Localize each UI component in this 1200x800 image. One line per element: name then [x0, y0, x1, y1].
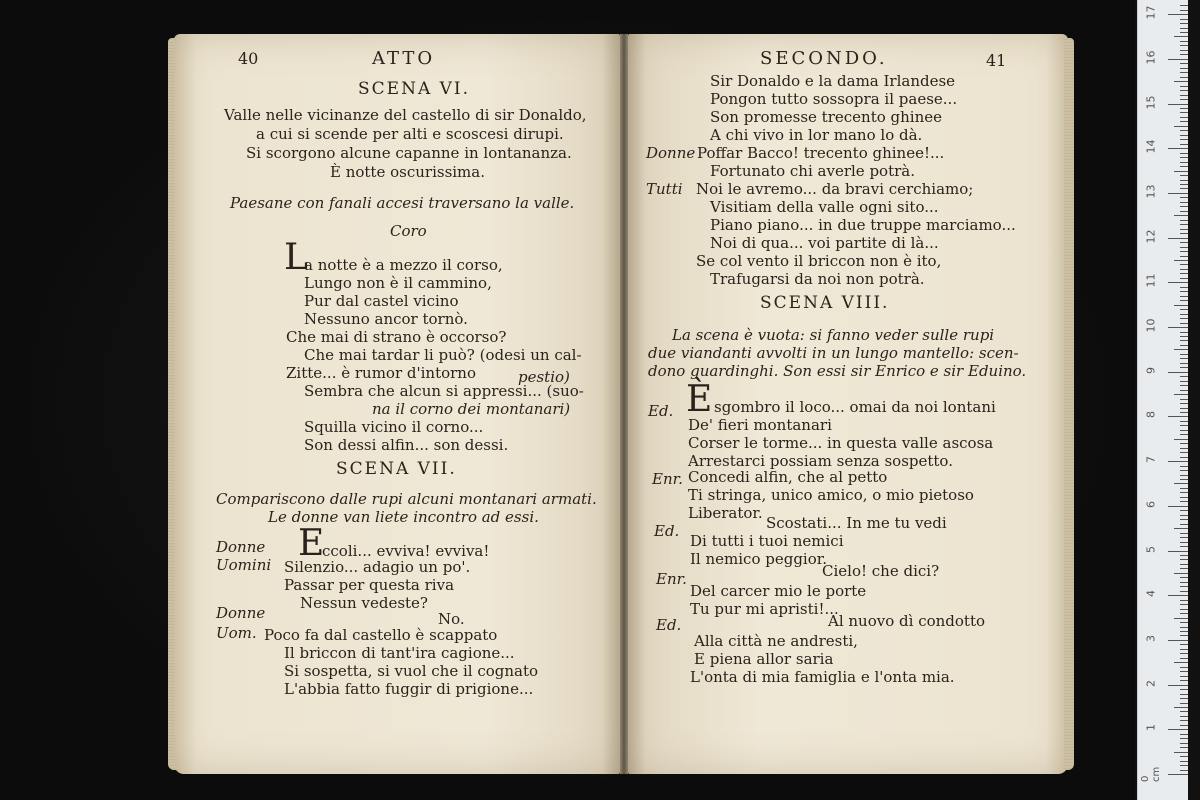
dialogue-line: Di tutti i tuoi nemici: [690, 532, 844, 550]
dialogue-line: Visitiam della valle ogni sito...: [710, 198, 939, 216]
speaker-label: Ed.: [654, 522, 680, 540]
ruler-tick: [1180, 622, 1188, 623]
ruler-tick: [1180, 408, 1188, 409]
dialogue-line: E piena allor saria: [694, 650, 834, 668]
ruler-number: 15: [1144, 95, 1158, 109]
coro-line: Zitte... è rumor d'intorno: [286, 364, 476, 382]
ruler-tick: [1174, 528, 1188, 529]
ruler-tick: [1180, 224, 1188, 225]
ruler-tick: [1168, 59, 1188, 60]
ruler-tick: [1168, 372, 1188, 373]
ruler-tick: [1168, 416, 1188, 417]
dialogue-drop-cap: È: [686, 379, 713, 420]
dialogue-line: Noi di qua... voi partite di là...: [710, 234, 939, 252]
ruler-tick: [1180, 256, 1188, 257]
ruler-tick: [1180, 671, 1188, 672]
ruler-tick: [1180, 323, 1188, 324]
dialogue-line: Piano piano... in due truppe marciamo...: [710, 216, 1016, 234]
ruler-tick: [1174, 36, 1188, 37]
dialogue-line: ccoli... evviva! evviva!: [322, 542, 490, 560]
ruler-tick: [1168, 595, 1188, 596]
ruler-tick: [1168, 640, 1188, 641]
ruler-tick: [1180, 399, 1188, 400]
ruler-tick: [1180, 166, 1188, 167]
dialogue-line: Silenzio... adagio un po'.: [284, 558, 471, 576]
ruler-tick: [1174, 662, 1188, 663]
speaker-label: Enr.: [652, 470, 683, 488]
dialogue-line: Arrestarci possiam senza sospetto.: [688, 452, 953, 470]
ruler-tick: [1180, 747, 1188, 748]
ruler-tick: [1180, 475, 1188, 476]
dialogue-line: Poco fa dal castello è scappato: [264, 626, 498, 644]
stage-line: a cui si scende per alti e scoscesi dirupi.: [256, 125, 564, 143]
action-line: Paesane con fanali accesi traversano la valle.: [230, 194, 575, 212]
ruler-tick: [1180, 269, 1188, 270]
ruler-tick: [1180, 251, 1188, 252]
ruler-tick: [1180, 19, 1188, 20]
coro-line: a notte è a mezzo il corso,: [304, 256, 503, 274]
ruler-tick: [1180, 457, 1188, 458]
ruler-number: 3: [1144, 634, 1158, 642]
ruler-tick: [1180, 10, 1188, 11]
ruler-tick: [1180, 345, 1188, 346]
ruler-tick: [1180, 144, 1188, 145]
ruler-tick: [1180, 734, 1188, 735]
coro-line: pestio): [518, 368, 570, 386]
ruler-tick: [1168, 506, 1188, 507]
ruler-tick: [1180, 117, 1188, 118]
speaker-label: Tutti: [646, 180, 683, 198]
stage-line: Si scorgono alcune capanne in lontananza.: [246, 144, 572, 162]
ruler-tick: [1180, 680, 1188, 681]
ruler-tick: [1180, 287, 1188, 288]
ruler-tick: [1180, 537, 1188, 538]
ruler-tick: [1168, 685, 1188, 686]
ruler-tick: [1180, 720, 1188, 721]
ruler-tick: [1180, 95, 1188, 96]
ruler-tick: [1174, 573, 1188, 574]
dialogue-line: Trafugarsi da noi non potrà.: [710, 270, 925, 288]
scene-vii-direction: Le donne van liete incontro ad essi.: [268, 508, 539, 526]
ruler-tick: [1180, 452, 1188, 453]
ruler-tick: [1174, 260, 1188, 261]
ruler-tick: [1180, 220, 1188, 221]
ruler-tick: [1168, 774, 1188, 775]
ruler-number: 6: [1144, 500, 1158, 508]
ruler-tick: [1180, 367, 1188, 368]
dialogue-line: Nessun vedeste?: [300, 594, 428, 612]
ruler-tick: [1180, 184, 1188, 185]
ruler-tick: [1180, 765, 1188, 766]
ruler-tick: [1180, 613, 1188, 614]
ruler-tick: [1180, 130, 1188, 131]
ruler-tick: [1174, 81, 1188, 82]
ruler-tick: [1174, 707, 1188, 708]
ruler-tick: [1180, 658, 1188, 659]
ruler-tick: [1180, 318, 1188, 319]
ruler-tick: [1180, 443, 1188, 444]
ruler-tick: [1174, 349, 1188, 350]
scene-viii-title: SCENA VIII.: [760, 293, 890, 313]
ruler-tick: [1168, 14, 1188, 15]
left-running-head: ATTO: [372, 48, 436, 69]
left-page-number: 40: [238, 49, 259, 68]
ruler-tick: [1180, 229, 1188, 230]
ruler-tick: [1180, 644, 1188, 645]
speaker-label: Donne: [216, 604, 266, 622]
speaker-label: Enr.: [656, 570, 687, 588]
ruler-number: 13: [1144, 184, 1158, 199]
dialogue-line: A chi vivo in lor mano lo dà.: [710, 126, 923, 144]
dialogue-line: Sir Donaldo e la dama Irlandese: [710, 72, 956, 90]
ruler-tick: [1180, 403, 1188, 404]
ruler-tick: [1180, 23, 1188, 24]
ruler-tick: [1180, 309, 1188, 310]
ruler-tick: [1180, 533, 1188, 534]
coro-line: Nessuno ancor tornò.: [304, 310, 468, 328]
ruler-tick: [1180, 434, 1188, 435]
ruler-tick: [1168, 327, 1188, 328]
ruler-number: 12: [1144, 229, 1158, 244]
speaker-label: Uom.: [216, 624, 257, 642]
scene-vii-title: SCENA VII.: [336, 459, 457, 479]
ruler-tick: [1180, 524, 1188, 525]
dialogue-line: Se col vento il briccon non è ito,: [696, 252, 942, 270]
ruler-tick: [1180, 264, 1188, 265]
ruler-tick: [1180, 54, 1188, 55]
ruler-tick: [1174, 618, 1188, 619]
right-page-number: 41: [986, 51, 1007, 70]
dialogue-line: Il nemico peggior.: [690, 550, 828, 568]
dialogue-line: L'onta di mia famiglia e l'onta mia.: [690, 668, 955, 686]
ruler-tick: [1168, 148, 1188, 149]
dialogue-line: No.: [438, 610, 465, 628]
ruler-tick: [1180, 564, 1188, 565]
ruler-tick: [1180, 139, 1188, 140]
dialogue-line: Son promesse trecento ghinee: [710, 108, 942, 126]
ruler-tick: [1168, 193, 1188, 194]
ruler-tick: [1180, 582, 1188, 583]
ruler-tick: [1180, 354, 1188, 355]
ruler-tick: [1180, 586, 1188, 587]
ruler-tick: [1180, 631, 1188, 632]
ruler-tick: [1180, 376, 1188, 377]
ruler-tick: [1180, 694, 1188, 695]
dialogue-line: Scostati... In me tu vedi: [766, 514, 947, 532]
ruler-tick: [1180, 385, 1188, 386]
ruler-tick: [1180, 497, 1188, 498]
coro-line: Sembra che alcun si appressi... (suo-: [304, 382, 584, 400]
dialogue-line: Cielo! che dici?: [822, 562, 940, 580]
ruler-number: 8: [1144, 411, 1158, 419]
ruler-tick: [1180, 340, 1188, 341]
ruler-tick: [1180, 121, 1188, 122]
ruler-tick: [1180, 90, 1188, 91]
ruler-tick: [1180, 332, 1188, 333]
ruler-tick: [1180, 546, 1188, 547]
ruler-number: 11: [1144, 273, 1158, 288]
speaker-label: Donne: [216, 538, 266, 556]
ruler-tick: [1180, 206, 1188, 207]
ruler-tick: [1180, 488, 1188, 489]
dialogue-line: Alla città ne andresti,: [694, 632, 858, 650]
ruler-tick: [1180, 689, 1188, 690]
ruler-tick: [1180, 153, 1188, 154]
coro-line: Squilla vicino il corno...: [304, 418, 484, 436]
dialogue-line: De' fieri montanari: [688, 416, 832, 434]
ruler-tick: [1180, 725, 1188, 726]
ruler-tick: [1180, 743, 1188, 744]
ruler-number: 4: [1144, 590, 1158, 598]
dialogue-line: Corser le torme... in questa valle ascosa: [688, 434, 994, 452]
ruler-tick: [1168, 282, 1188, 283]
ruler-tick: [1180, 519, 1188, 520]
ruler-tick: [1168, 729, 1188, 730]
dialogue-line: Tu pur mi apristi!...: [690, 600, 839, 618]
dialogue-line: Al nuovo dì condotto: [828, 612, 986, 630]
ruler-tick: [1180, 300, 1188, 301]
ruler-tick: [1180, 470, 1188, 471]
scene-viii-direction: due viandanti avvolti in un lungo mantello: scen-: [648, 344, 1019, 362]
ruler-tick: [1180, 336, 1188, 337]
ruler-tick: [1180, 157, 1188, 158]
ruler-tick: [1180, 50, 1188, 51]
ruler-tick: [1180, 381, 1188, 382]
ruler-tick: [1180, 314, 1188, 315]
ruler-tick: [1180, 501, 1188, 502]
coro-label: Coro: [390, 222, 427, 240]
ruler-number: 14: [1144, 139, 1158, 154]
coro-line: Lungo non è il cammino,: [304, 274, 492, 292]
ruler-tick: [1180, 577, 1188, 578]
ruler-tick: [1180, 233, 1188, 234]
ruler-tick: [1180, 425, 1188, 426]
page-edges-right: [1064, 38, 1074, 770]
ruler-tick: [1180, 555, 1188, 556]
speaker-label: Uomini: [216, 556, 272, 574]
stage-line: È notte oscurissima.: [330, 163, 485, 181]
ruler-tick: [1180, 703, 1188, 704]
dialogue-line: Ti stringa, unico amico, o mio pietoso: [688, 486, 974, 504]
ruler-tick: [1180, 667, 1188, 668]
dialogue-line: L'abbia fatto fuggir di prigione...: [284, 680, 534, 698]
dialogue-line: Pongon tutto sossopra il paese...: [710, 90, 958, 108]
ruler-tick: [1180, 466, 1188, 467]
stage-line: Valle nelle vicinanze del castello di sir Donaldo,: [224, 106, 587, 124]
ruler-tick: [1180, 609, 1188, 610]
ruler-tick: [1180, 112, 1188, 113]
ruler-tick: [1180, 676, 1188, 677]
ruler-tick: [1180, 72, 1188, 73]
speaker-label: Ed.: [656, 616, 682, 634]
ruler-tick: [1180, 448, 1188, 449]
ruler-tick: [1168, 104, 1188, 105]
ruler-tick: [1180, 510, 1188, 511]
ruler-tick: [1174, 752, 1188, 753]
dialogue-line: Poffar Bacco! trecento ghinee!...: [697, 144, 945, 162]
scene-viii-direction: La scena è vuota: si fanno veder sulle rupi: [672, 326, 995, 344]
ruler-tick: [1180, 738, 1188, 739]
ruler-number: 10: [1144, 318, 1158, 333]
ruler-tick: [1180, 180, 1188, 181]
dialogue-line: Liberator.: [688, 504, 763, 522]
ruler-tick: [1180, 559, 1188, 560]
book-spine: [620, 34, 628, 774]
ruler-tick: [1180, 604, 1188, 605]
ruler-number: 17: [1144, 5, 1158, 20]
ruler-tick: [1174, 215, 1188, 216]
ruler-tick: [1180, 649, 1188, 650]
ruler-tick: [1180, 698, 1188, 699]
speaker-label: Ed.: [648, 402, 674, 420]
ruler-tick: [1180, 600, 1188, 601]
ruler-tick: [1180, 86, 1188, 87]
measurement-ruler: [1137, 0, 1188, 800]
ruler-tick: [1180, 627, 1188, 628]
ruler-tick: [1180, 358, 1188, 359]
coro-drop-cap: L: [284, 237, 308, 278]
scene-viii-direction: dono guardinghi. Son essi sir Enrico e sir Eduino.: [648, 362, 1027, 380]
ruler-number: 7: [1144, 456, 1158, 464]
ruler-tick: [1180, 761, 1188, 762]
ruler-tick: [1180, 711, 1188, 712]
ruler-tick: [1174, 171, 1188, 172]
ruler-tick: [1180, 247, 1188, 248]
ruler-tick: [1180, 479, 1188, 480]
ruler-number: 16: [1144, 50, 1158, 65]
ruler-tick: [1180, 63, 1188, 64]
ruler-tick: [1180, 162, 1188, 163]
ruler-tick: [1180, 211, 1188, 212]
ruler-tick: [1168, 551, 1188, 552]
ruler-tick: [1180, 28, 1188, 29]
ruler-tick: [1180, 770, 1188, 771]
ruler-tick: [1180, 197, 1188, 198]
scene-vi-title: SCENA VI.: [358, 79, 471, 99]
dialogue-line: Il briccon di tant'ira cagione...: [284, 644, 515, 662]
ruler-tick: [1174, 439, 1188, 440]
dialogue-line: Noi le avremo... da bravi cerchiamo;: [696, 180, 974, 198]
ruler-tick: [1180, 421, 1188, 422]
ruler-tick: [1180, 653, 1188, 654]
coro-line: Pur dal castel vicino: [304, 292, 459, 310]
ruler-tick: [1180, 188, 1188, 189]
coro-line: Che mai di strano è occorso?: [286, 328, 507, 346]
ruler-tick: [1168, 461, 1188, 462]
scene-vii-direction: Compariscono dalle rupi alcuni montanari armati.: [216, 490, 597, 508]
ruler-tick: [1180, 296, 1188, 297]
ruler-unit-label: 0 cm: [1140, 766, 1162, 782]
ruler-tick: [1180, 77, 1188, 78]
coro-line: Che mai tardar li può? (odesi un cal-: [304, 346, 582, 364]
ruler-number: 2: [1144, 679, 1158, 687]
ruler-tick: [1174, 394, 1188, 395]
dialogue-line: sgombro il loco... omai da noi lontani: [714, 398, 996, 416]
ruler-tick: [1180, 108, 1188, 109]
coro-line: Son dessi alfin... son dessi.: [304, 436, 509, 454]
ruler-tick: [1180, 363, 1188, 364]
ruler-tick: [1180, 591, 1188, 592]
ruler-tick: [1180, 412, 1188, 413]
ruler-tick: [1180, 45, 1188, 46]
right-running-head: SECONDO.: [760, 48, 888, 69]
ruler-tick: [1180, 492, 1188, 493]
ruler-tick: [1180, 175, 1188, 176]
coro-line: na il corno dei montanari): [372, 400, 571, 418]
ruler-tick: [1180, 568, 1188, 569]
dialogue-line: Passar per questa riva: [284, 576, 455, 594]
ruler-tick: [1168, 238, 1188, 239]
ruler-tick: [1180, 135, 1188, 136]
dialogue-drop-cap: E: [298, 523, 325, 564]
ruler-tick: [1180, 635, 1188, 636]
ruler-tick: [1174, 305, 1188, 306]
ruler-tick: [1174, 126, 1188, 127]
ruler-tick: [1180, 756, 1188, 757]
dialogue-line: Concedi alfin, che al petto: [688, 468, 888, 486]
dialogue-line: Del carcer mio le porte: [690, 582, 867, 600]
dialogue-line: Fortunato chi averle potrà.: [710, 162, 915, 180]
ruler-tick: [1180, 278, 1188, 279]
ruler-tick: [1180, 202, 1188, 203]
ruler-tick: [1180, 99, 1188, 100]
speaker-label: Donne: [646, 144, 696, 162]
ruler-tick: [1180, 430, 1188, 431]
ruler-number: 1: [1144, 724, 1158, 732]
ruler-tick: [1180, 32, 1188, 33]
ruler-tick: [1180, 291, 1188, 292]
ruler-tick: [1180, 716, 1188, 717]
ruler-tick: [1180, 390, 1188, 391]
ruler-tick: [1180, 68, 1188, 69]
ruler-number: 9: [1144, 366, 1158, 374]
ruler-tick: [1180, 515, 1188, 516]
ruler-tick: [1174, 483, 1188, 484]
ruler-tick: [1180, 41, 1188, 42]
dialogue-line: Si sospetta, si vuol che il cognato: [284, 662, 539, 680]
ruler-tick: [1180, 273, 1188, 274]
ruler-number: 5: [1144, 545, 1158, 553]
ruler-tick: [1180, 542, 1188, 543]
ruler-tick: [1180, 5, 1188, 6]
ruler-tick: [1180, 242, 1188, 243]
